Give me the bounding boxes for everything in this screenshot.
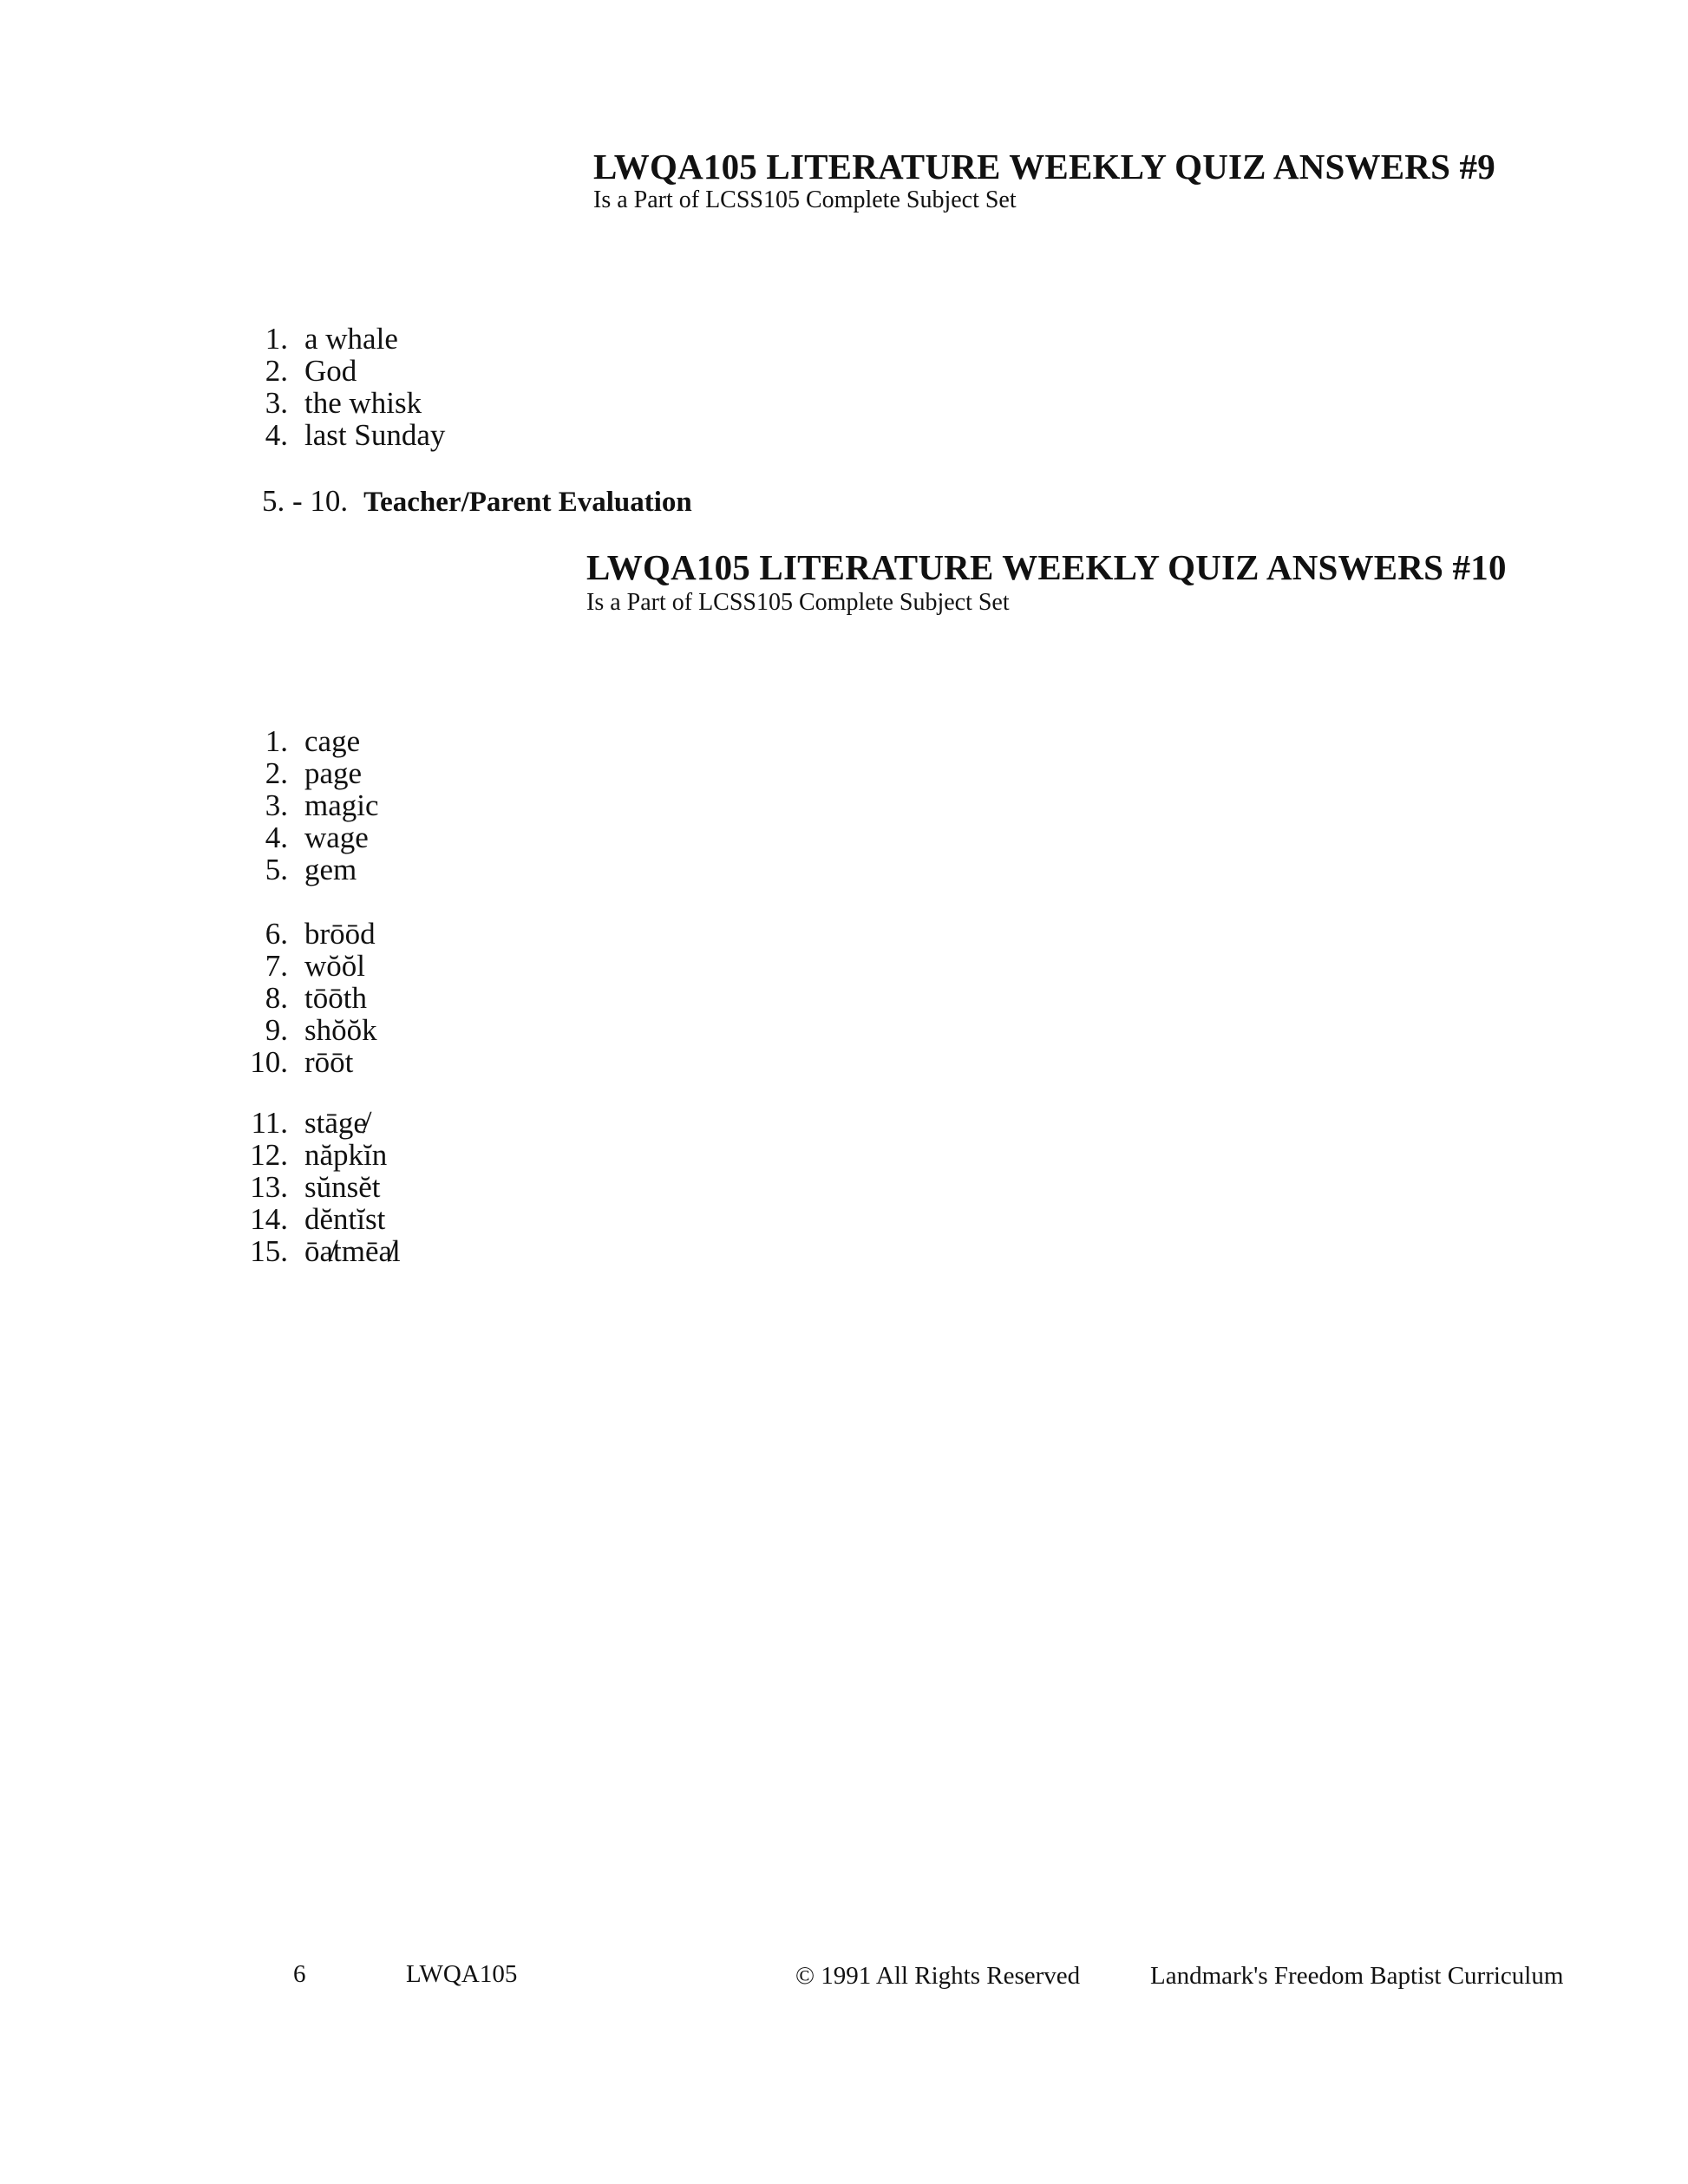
answer-number: 15. xyxy=(250,1234,288,1268)
answer-text: sŭnsĕt xyxy=(304,1170,381,1204)
answer-number: 10. xyxy=(250,1045,288,1079)
answer-text: shŏŏk xyxy=(304,1013,377,1047)
answer-text: năpkĭn xyxy=(304,1138,388,1172)
answer-text: tōōth xyxy=(304,981,367,1015)
evaluation-text: Teacher/Parent Evaluation xyxy=(363,487,692,518)
answer-text: magic xyxy=(304,788,379,822)
answer-number: 14. xyxy=(250,1202,288,1236)
footer-page-number: 6 xyxy=(293,1960,306,1988)
answer-text: last Sunday xyxy=(304,418,446,452)
answer-number: 7. xyxy=(265,949,288,983)
answer-text: cage xyxy=(304,724,361,758)
footer-publisher: Landmark's Freedom Baptist Curriculum xyxy=(1150,1962,1564,1990)
answer-number: 3. xyxy=(265,788,288,822)
answer-text: God xyxy=(304,354,357,388)
answer-number: 3. xyxy=(265,386,288,420)
answer-number: 11. xyxy=(251,1106,288,1140)
answer-text: the whisk xyxy=(304,386,422,420)
answer-number: 8. xyxy=(265,981,288,1015)
answer-text: rōōt xyxy=(304,1045,354,1079)
answer-text: gem xyxy=(304,853,357,886)
answer-number: 12. xyxy=(250,1138,288,1172)
answer-number: 5. xyxy=(265,853,288,886)
answer-text: a whale xyxy=(304,322,398,356)
quiz10-title: LWQA105 LITERATURE WEEKLY QUIZ ANSWERS #10 xyxy=(586,547,1507,587)
answer-number: 13. xyxy=(250,1170,288,1204)
answer-number: 2. xyxy=(265,756,288,790)
evaluation-number: 5. - 10. xyxy=(262,484,349,518)
answer-text: ōa̸tmēa̸l xyxy=(304,1234,401,1268)
answer-number: 4. xyxy=(265,418,288,452)
footer-copyright: © 1991 All Rights Reserved xyxy=(795,1962,1081,1990)
answer-text: dĕntĭst xyxy=(304,1202,386,1236)
answer-number: 1. xyxy=(265,322,288,356)
answer-number: 4. xyxy=(265,821,288,854)
quiz9-title: LWQA105 LITERATURE WEEKLY QUIZ ANSWERS #9 xyxy=(593,147,1495,186)
quiz9-evaluation xyxy=(262,484,692,519)
answer-text: brōōd xyxy=(304,917,376,951)
answer-number: 1. xyxy=(265,724,288,758)
answer-text: wage xyxy=(304,821,369,854)
answer-number: 6. xyxy=(265,917,288,951)
answer-number: 9. xyxy=(265,1013,288,1047)
quiz10-subtitle: Is a Part of LCSS105 Complete Subject Set xyxy=(586,589,1010,616)
answer-number: 2. xyxy=(265,354,288,388)
quiz9-subtitle: Is a Part of LCSS105 Complete Subject Set xyxy=(593,186,1017,213)
footer-code: LWQA105 xyxy=(406,1960,518,1988)
answer-text: page xyxy=(304,756,363,790)
answer-text: stāge̸ xyxy=(304,1106,367,1140)
answer-text: wŏŏl xyxy=(304,949,365,983)
